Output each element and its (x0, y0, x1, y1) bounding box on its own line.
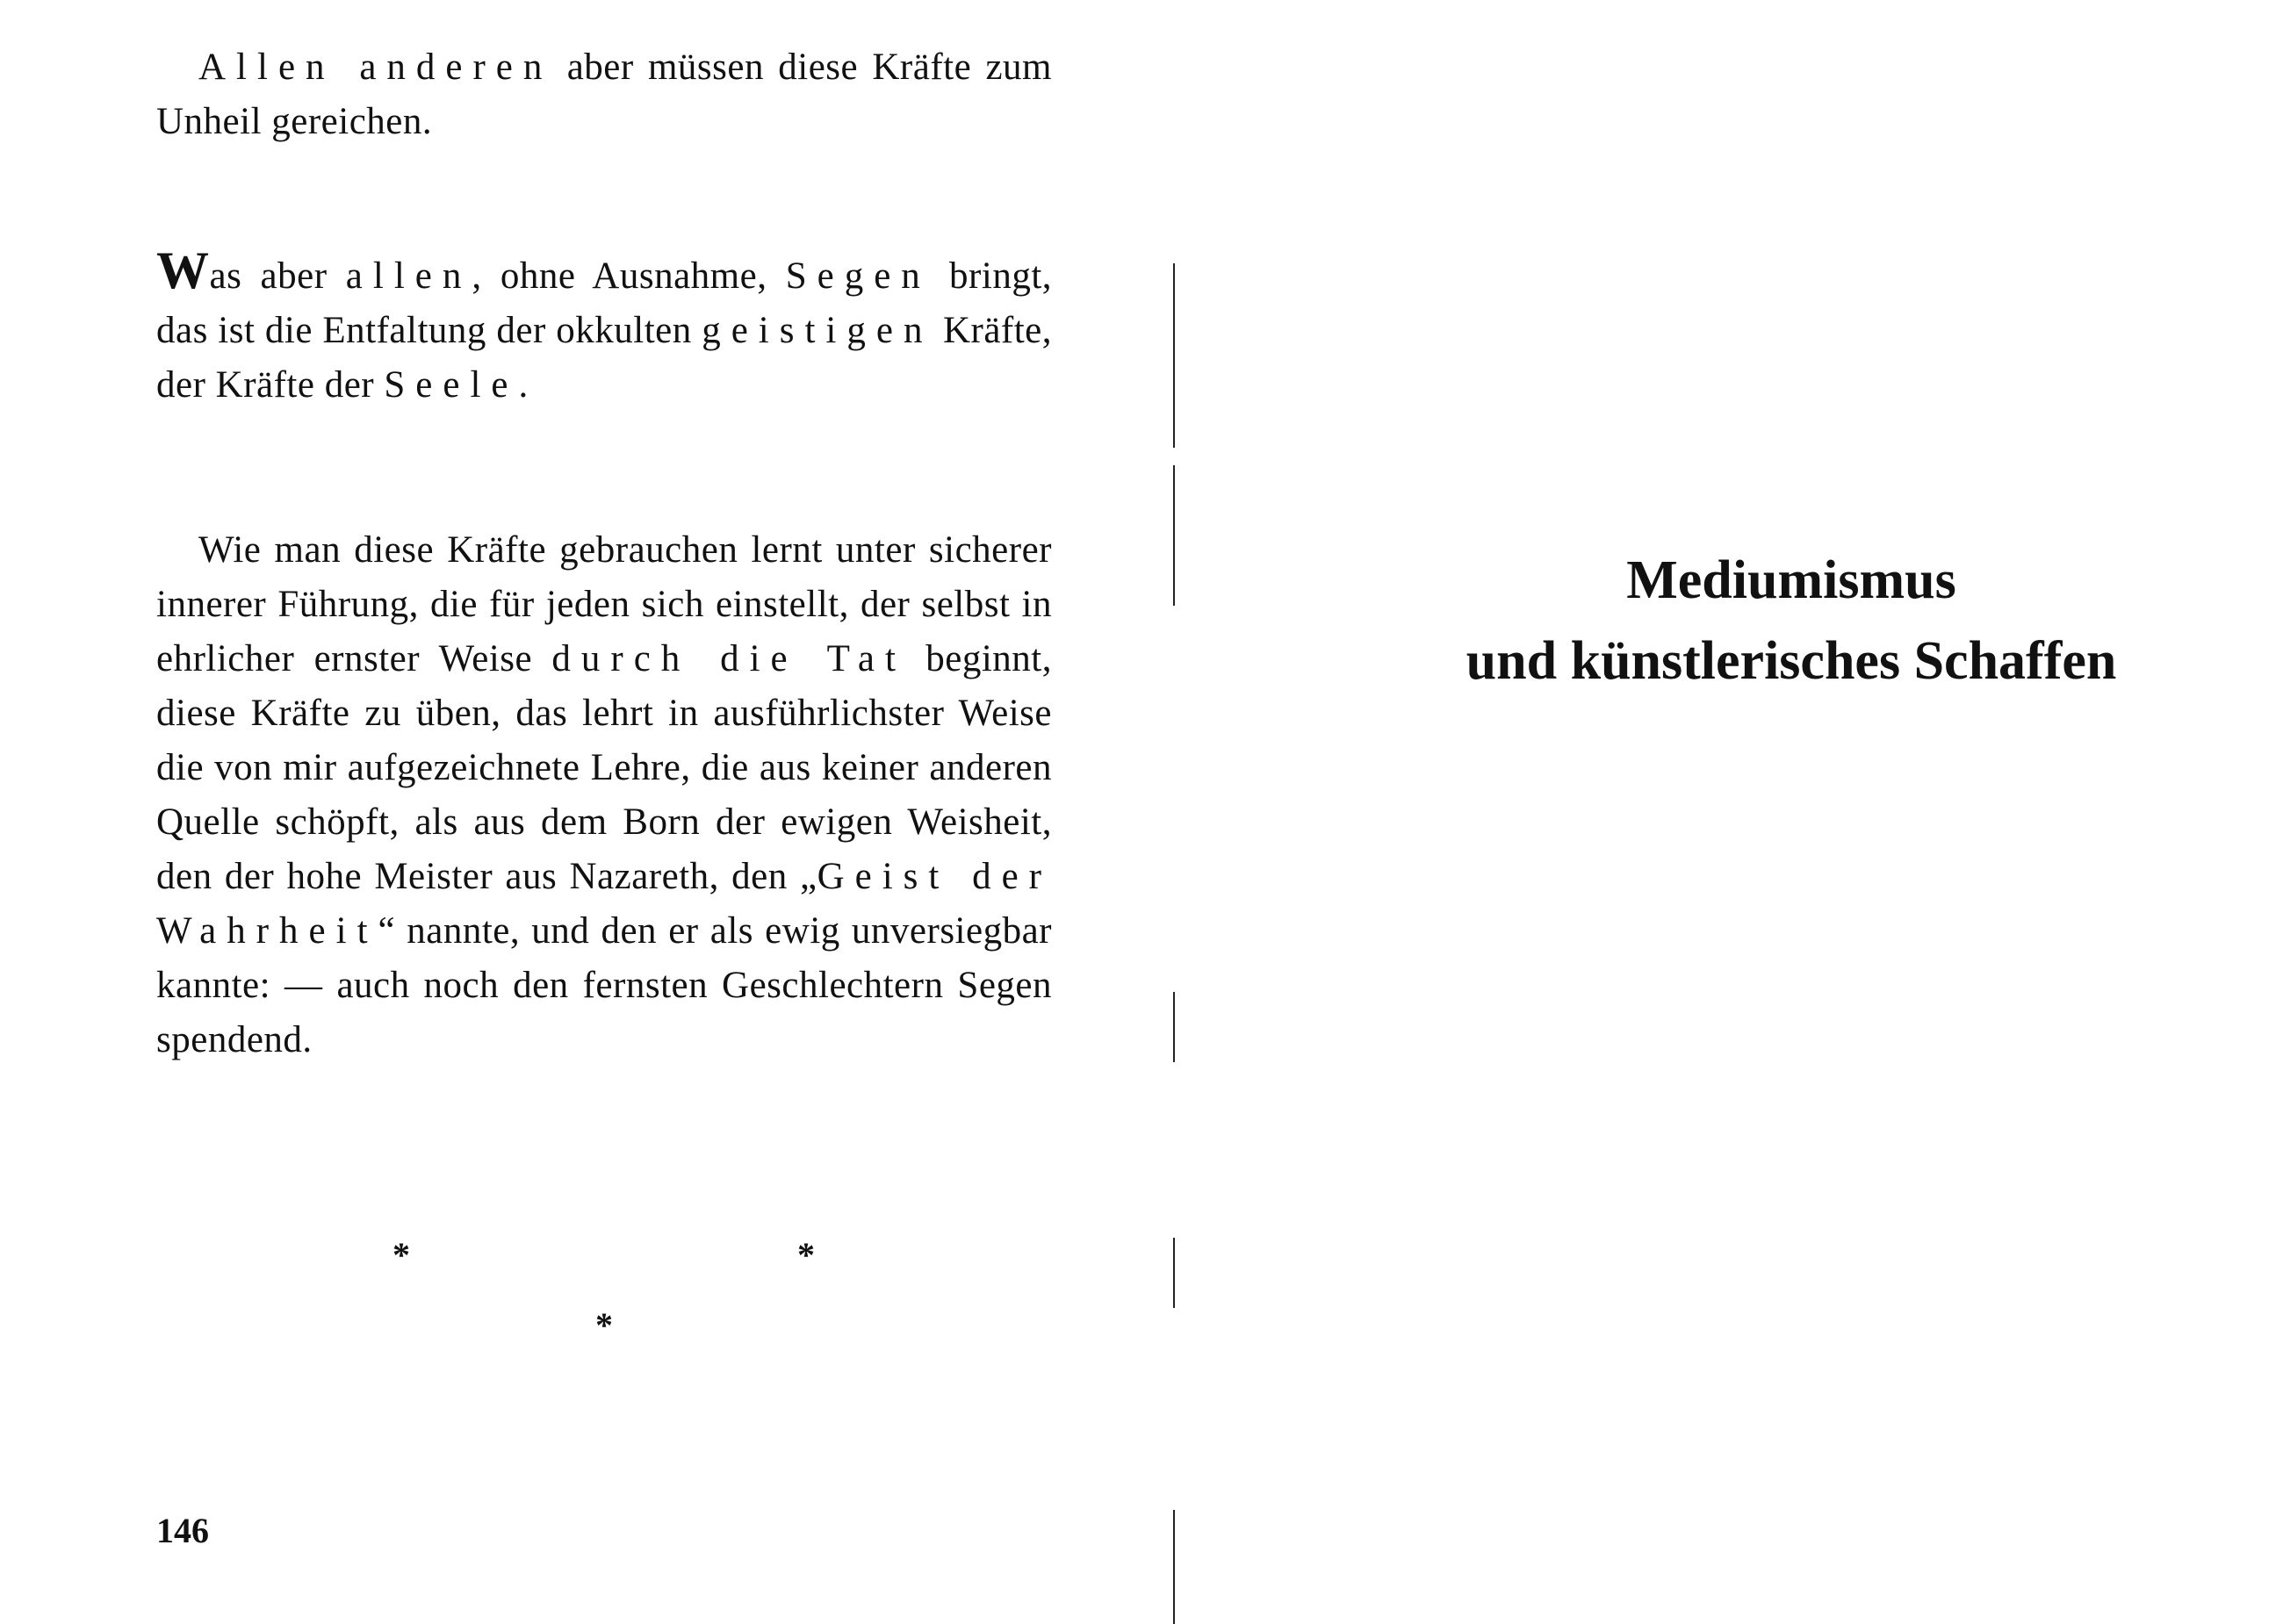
drop-cap: W (156, 241, 210, 299)
gutter-line-segment (1173, 992, 1175, 1062)
paragraph-1 (156, 40, 1052, 149)
paragraph-3 (156, 523, 1052, 1067)
book-gutter-shadow (1173, 263, 1177, 1624)
paragraph-2-text-3: bringt, das ist die Entfaltung der okkulten (156, 255, 1053, 351)
paragraph-3-text-1: Wie man diese Kräfte gebrauchen lernt unter sicherer innerer Führung, die für jeden sich einstellt, der selbst in ehrlicher ernster Weise (156, 529, 1052, 679)
gutter-line-segment (1173, 1238, 1175, 1308)
page-number: 146 (156, 1511, 209, 1550)
chapter-title-line-1: Mediumismus (1626, 550, 1956, 610)
spaced-text: Seele (384, 364, 519, 406)
paragraph-3-text-3: “ nannte, und den er als ewig unversiegbar kannte: — auch noch den fernsten Geschlechtern Segen spendend. (156, 910, 1052, 1060)
paragraph-3-text-2: beginnt, diese Kräfte zu üben, das lehrt in ausführlichster Weise die von mir aufgezeichnete Lehre, die aus keiner anderen Quelle schöpft, als aus dem Born der ewigen Weisheit, den der hohe Meister aus Nazareth, den „ (156, 638, 1052, 897)
gutter-line-segment (1173, 263, 1175, 448)
paragraph-2-text-4: Kräfte, der Kräfte der (156, 310, 1053, 406)
spaced-text: Geist der Wahrheit (156, 856, 1052, 952)
right-page (1181, 0, 2283, 1624)
spaced-text: allen (345, 255, 472, 297)
paragraph-2 (156, 241, 1053, 413)
paragraph-1-text: aber müssen diese Kräfte zum Unheil gereichen. (156, 47, 1053, 142)
asterism-star-center: * (595, 1305, 613, 1345)
spaced-text: Segen (785, 255, 931, 297)
gutter-line-segment (1173, 1510, 1175, 1624)
chapter-title (1181, 540, 2283, 701)
paragraph-2-text-5: . (518, 364, 529, 406)
asterism-star-right: * (797, 1235, 815, 1275)
spaced-text: geistigen (702, 310, 933, 351)
gutter-line-segment (1173, 465, 1175, 606)
paragraph-2-text-1: as aber (209, 255, 346, 297)
paragraph-2-text-2: , ohne Ausnahme, (472, 255, 786, 297)
spaced-text: durch die Tat (551, 638, 906, 679)
chapter-title-line-2: und künstlerisches Schaffen (1466, 631, 2117, 691)
spaced-text: Allen anderen (198, 47, 553, 88)
asterism-star-left: * (393, 1235, 410, 1275)
